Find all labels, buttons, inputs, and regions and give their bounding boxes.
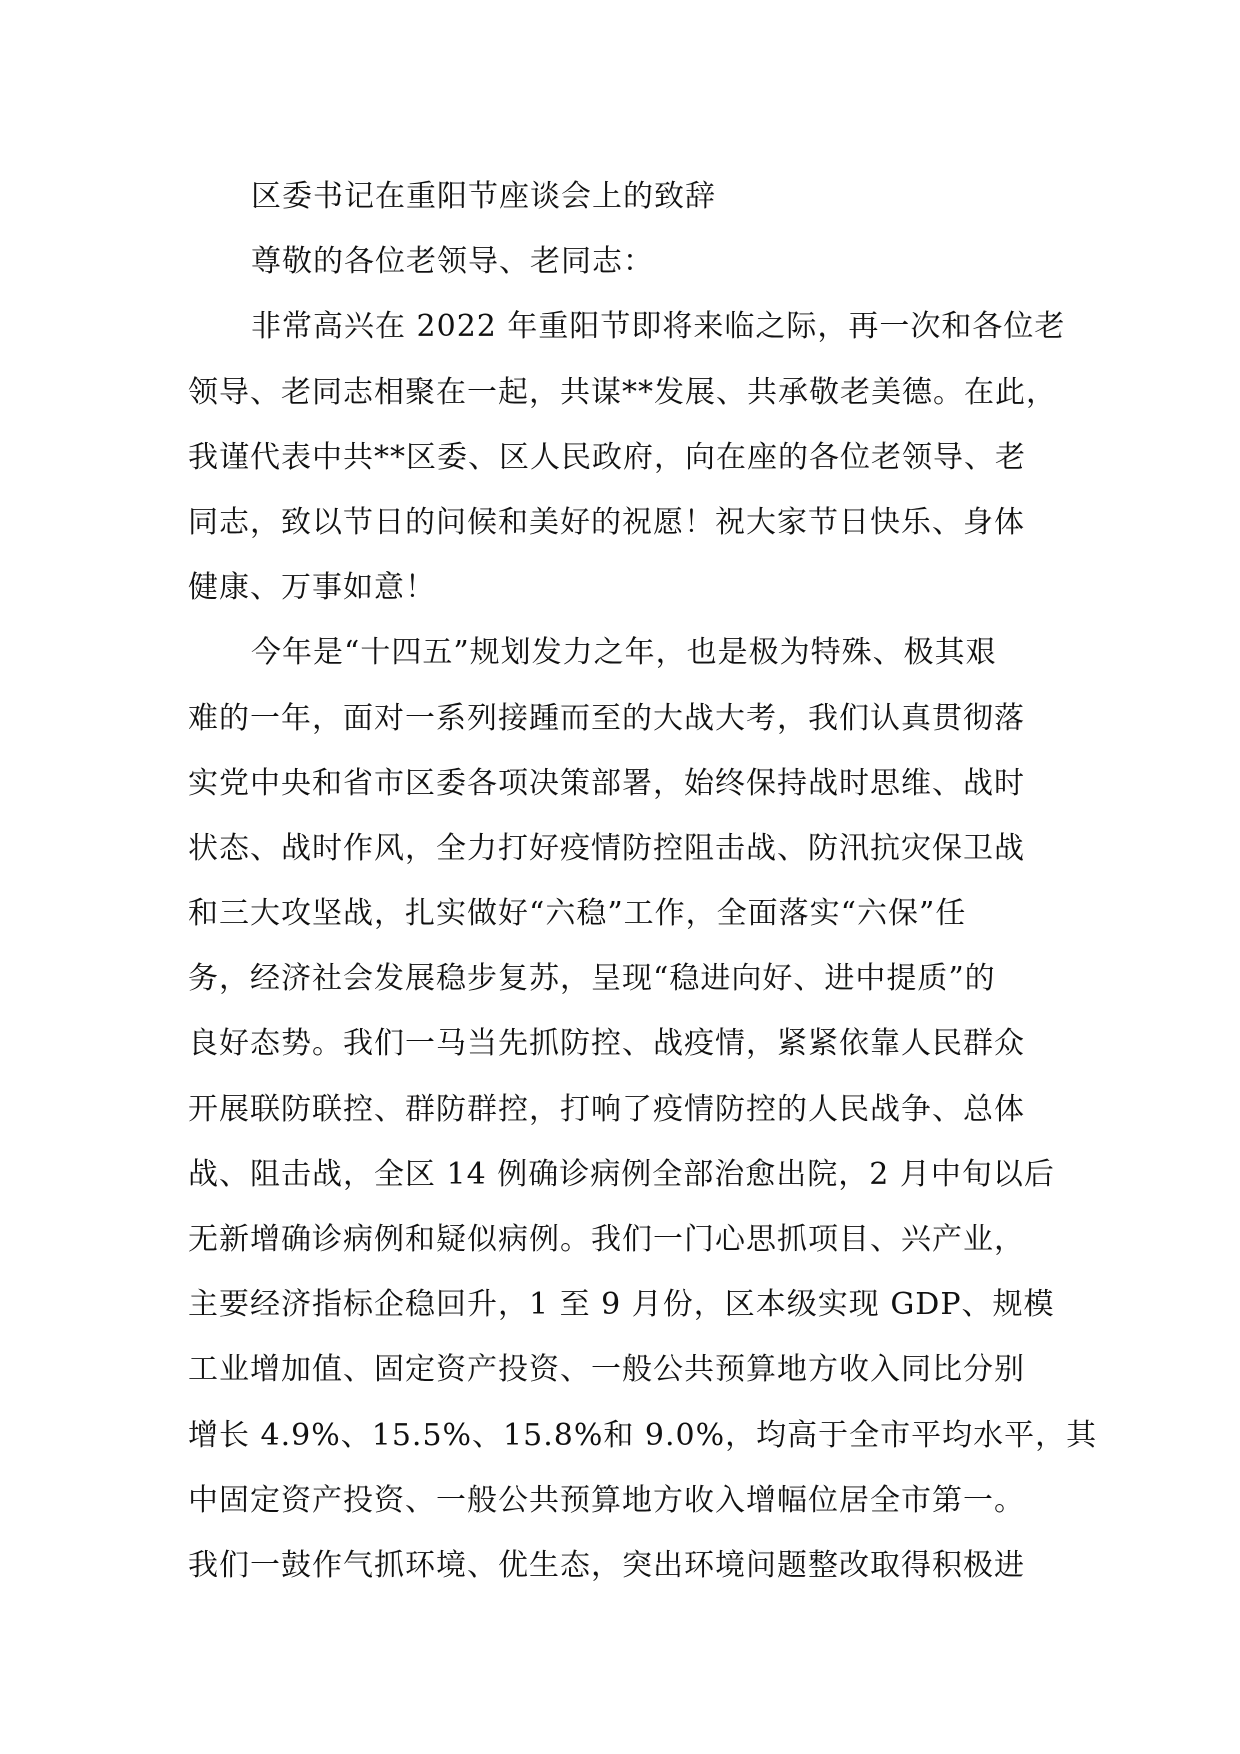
paragraph-line: 增长 4.9%、15.5%、15.8%和 9.0%，均高于全市平均水平，其 xyxy=(188,1417,1098,1453)
paragraph-line: 中固定资产投资、一般公共预算地方收入增幅位居全市第一。 xyxy=(188,1482,1025,1518)
paragraph-line: 良好态势。我们一马当先抓防控、战疫情，紧紧依靠人民群众 xyxy=(188,1026,1025,1062)
paragraph-line: 同志，致以节日的问候和美好的祝愿！祝大家节日快乐、身体 xyxy=(188,504,1025,540)
document-body xyxy=(188,164,1098,1598)
paragraph-line: 务，经济社会发展稳步复苏，呈现“稳进向好、进中提质”的 xyxy=(188,961,996,997)
paragraph-line: 我们一鼓作气抓环境、优生态，突出环境问题整改取得积极进 xyxy=(188,1547,1025,1583)
paragraph-line: 领导、老同志相聚在一起，共谋**发展、共承敬老美德。在此， xyxy=(188,374,1057,410)
paragraph-line: 状态、战时作风，全力打好疫情防控阻击战、防汛抗灾保卫战 xyxy=(188,830,1025,866)
paragraph-line: 工业增加值、固定资产投资、一般公共预算地方收入同比分别 xyxy=(188,1352,1025,1388)
salutation: 尊敬的各位老领导、老同志： xyxy=(251,244,654,280)
paragraph-line: 开展联防联控、群防群控，打响了疫情防控的人民战争、总体 xyxy=(188,1091,1025,1127)
paragraph-2 xyxy=(188,620,1098,1598)
paragraph-line: 我谨代表中共**区委、区人民政府，向在座的各位老领导、老 xyxy=(188,439,1026,475)
paragraph-line: 健康、万事如意！ xyxy=(188,570,436,606)
paragraph-line: 难的一年，面对一系列接踵而至的大战大考，我们认真贯彻落 xyxy=(188,700,1025,736)
paragraph-line: 实党中央和省市区委各项决策部署，始终保持战时思维、战时 xyxy=(188,765,1025,801)
paragraph-line: 战、阻击战，全区 14 例确诊病例全部治愈出院，2 月中旬以后 xyxy=(188,1156,1055,1192)
paragraph-line: 无新增确诊病例和疑似病例。我们一门心思抓项目、兴产业， xyxy=(188,1222,1025,1257)
paragraph-1 xyxy=(188,294,1088,620)
paragraph-line: 主要经济指标企稳回升，1 至 9 月份，区本级实现 GDP、规模 xyxy=(188,1287,1055,1323)
paragraph-line: 和三大攻坚战，扎实做好“六稳”工作，全面落实“六保”任 xyxy=(188,896,967,932)
document-title: 区委书记在重阳节座谈会上的致辞 xyxy=(251,179,716,214)
paragraph-line: 今年是“十四五”规划发力之年，也是极为特殊、极其艰 xyxy=(251,635,997,671)
paragraph-line: 非常高兴在 2022 年重阳节即将来临之际，再一次和各位老 xyxy=(251,309,1066,345)
